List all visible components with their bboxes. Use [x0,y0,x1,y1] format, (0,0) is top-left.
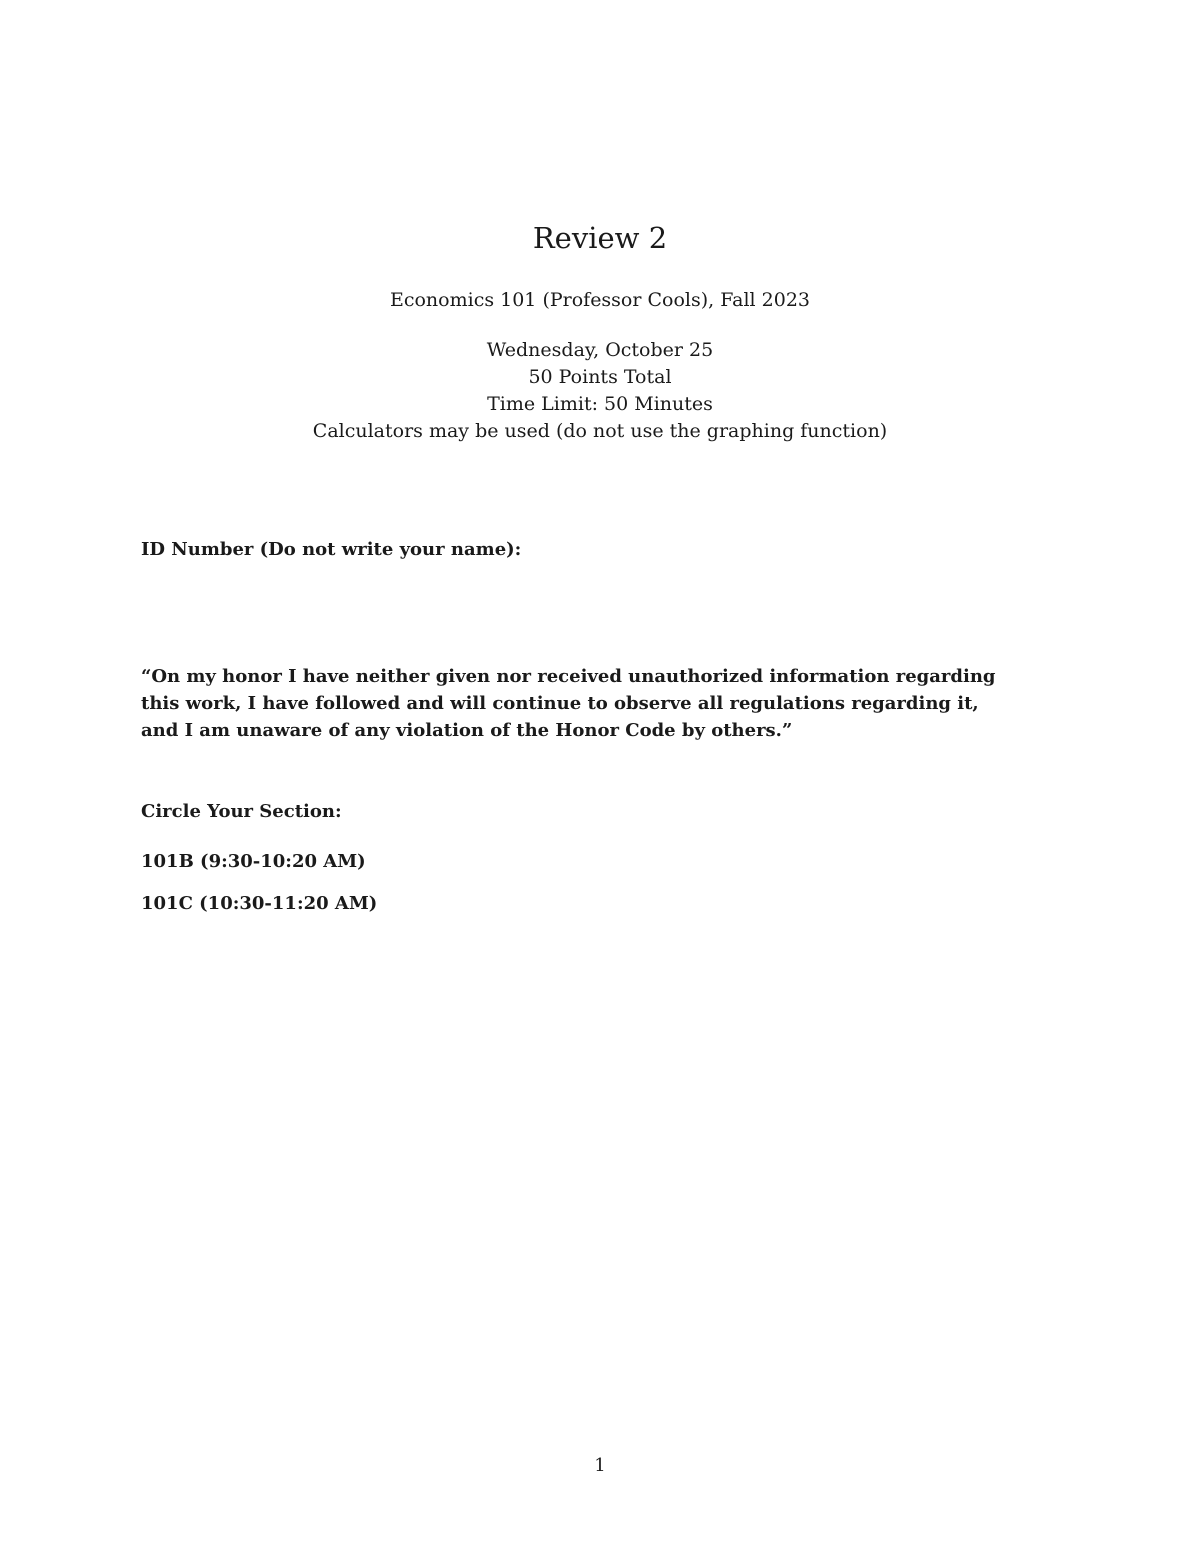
honor-pledge [141,663,1066,744]
id-number-label: ID Number (Do not write your name): [141,539,522,560]
time-limit: Time Limit: 50 Minutes [487,393,713,415]
section-option-101b: 101B (9:30-10:20 AM) [141,851,366,872]
honor-pledge-line: and I am unaware of any violation of the Honor Code by others.” [141,720,793,741]
section-prompt: Circle Your Section: [141,801,342,822]
page-number: 1 [594,1455,606,1476]
honor-pledge-line: “On my honor I have neither given nor received unauthorized information regarding [141,666,996,687]
course-line: Economics 101 (Professor Cools), Fall 2023 [389,289,810,311]
honor-pledge-line: this work, I have followed and will continue to observe all regulations regarding it, [141,693,979,714]
section-option-101c: 101C (10:30-11:20 AM) [141,893,378,914]
points-total: 50 Points Total [528,366,672,388]
exam-date: Wednesday, October 25 [486,339,714,361]
document-title: Review 2 [532,221,668,255]
calculator-policy: Calculators may be used (do not use the graphing function) [312,420,888,442]
exam-info-block [0,337,1200,445]
